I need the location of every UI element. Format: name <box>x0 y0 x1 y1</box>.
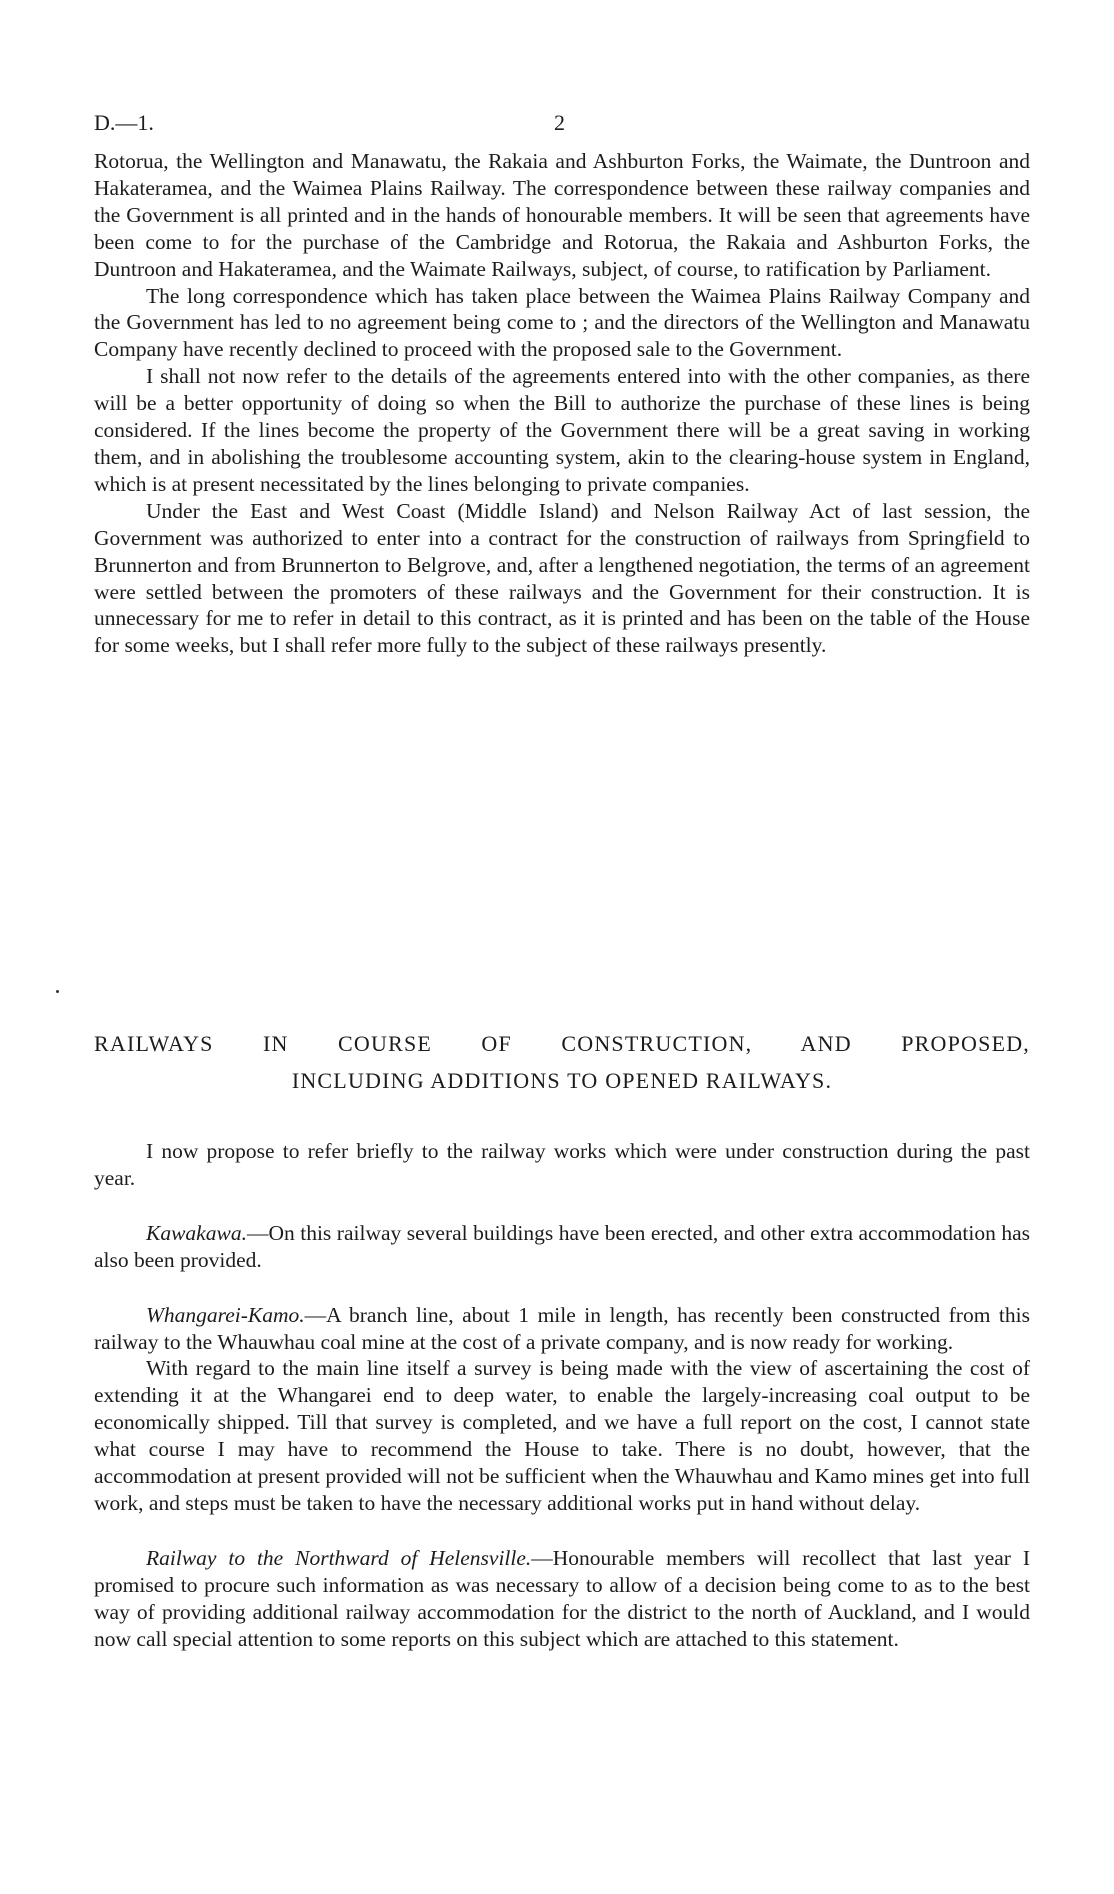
paragraph-whangarei <box>94 1302 1030 1356</box>
page-header <box>94 110 1034 140</box>
whangarei-text: —A branch line, about 1 mile in length, has recently been constructed from this railway to the Whauwhau coal mine at the cost of a private company, and is now ready for working. <box>94 1302 1030 1354</box>
opening-section <box>94 148 1030 659</box>
kawakawa-text: —On this railway several buildings have been erected, and other extra accommodation has also been provided. <box>94 1220 1030 1272</box>
paragraph-agreements: I shall not now refer to the details of the agreements entered into with the other companies, as there will be a better opportunity of doing so when the Bill to authorize the purchase of these lines is being considered. If the lines become the property of the Government there will be a great saving in working them, and in abolishing the troublesome accounting system, akin to the clearing-house system in England, which is at present necessitated by the lines belonging to private companies. <box>94 364 1030 496</box>
northward-text: —Honourable members will recollect that last year I promised to procure such information as was necessary to allow of a decision being come to as to the best way of providing additional railway accommodation for the district to the north of Auckland, and I would now call special attention to some reports on this subject which are attached to this statement. <box>94 1545 1030 1651</box>
paragraph-northward <box>94 1545 1030 1653</box>
section-heading-line1: RAILWAYS IN COURSE OF CONSTRUCTION, AND PROPOSED, <box>94 1031 1030 1056</box>
subheading-whangarei-kamo: Whangarei-Kamo. <box>146 1302 305 1327</box>
print-speck <box>56 990 59 993</box>
paragraph-railway-companies: Rotorua, the Wellington and Manawatu, the Rakaia and Ashburton Forks, the Waimate, the Duntroon and Hakateramea, and the Waimea Plains Railway. The correspondence between these railway companies and the Government is all printed and in the hands of honourable members. It will be seen that agreements have been come to for the purchase of the Cambridge and Rotorua, the Rakaia and Ashburton Forks, the Duntroon and Hakateramea, and the Waimate Railways, subject, of course, to ratification by Parliament. <box>94 149 1030 281</box>
section-heading-line2: INCLUDING ADDITIONS TO OPENED RAILWAYS. <box>291 1068 833 1093</box>
paragraph-main-line: With regard to the main line itself a survey is being made with the view of ascertaining the cost of extending it at the Whangarei end to deep water, to enable the largely-increasing coal output to be economically shipped. Till that survey is completed, and we have a full report on the cost, I cannot state what course I may have to recommend the House to take. There is no doubt, however, that the accommodation at present provided will not be sufficient when the Whauwhau and Kamo mines get into full work, and steps must be taken to have the necessary additional works put in hand without delay. <box>94 1356 1030 1515</box>
subheading-kawakawa: Kawakawa. <box>146 1220 247 1245</box>
paragraph-east-west-coast: Under the East and West Coast (Middle Island) and Nelson Railway Act of last session, the Government was authorized to enter into a contract for the construction of railways from Springfield to Brunnerton and from Brunnerton to Belgrove, and, after a lengthened negotiation, the terms of an agreement were settled between the promoters of these railways and the Government for their construction. It is unnecessary for me to refer in detail to this contract, as it is printed and has been on the table of the House for some weeks, but I shall refer more fully to the subject of these railways presently. <box>94 498 1030 658</box>
subheading-northward: Railway to the Northward of Helensville. <box>146 1545 532 1570</box>
paragraph-kawakawa <box>94 1220 1030 1274</box>
paragraph-waimea-plains: The long correspondence which has taken place between the Waimea Plains Railway Company and the Government has led to no agreement being come to ; and the directors of the Wellington and Manawatu Company have recently declined to proceed with the proposed sale to the Government. <box>94 283 1030 362</box>
construction-section <box>94 1138 1030 1653</box>
page-number: 2 <box>554 110 565 135</box>
document-reference: D.—1. <box>94 110 154 135</box>
paragraph-intro: I now propose to refer briefly to the railway works which were under construction during the past year. <box>94 1139 1030 1190</box>
